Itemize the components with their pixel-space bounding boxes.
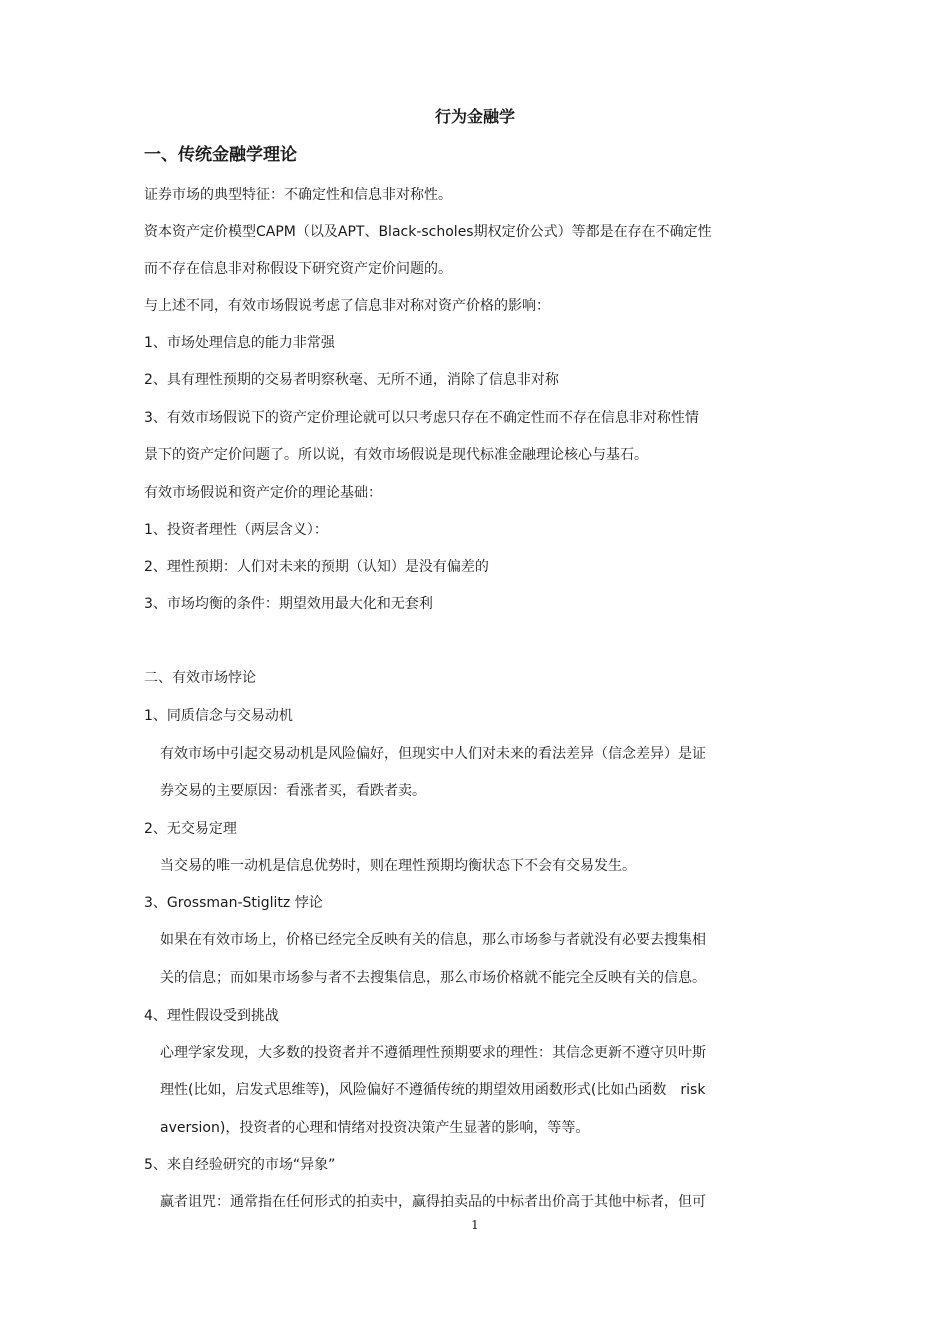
subheading: 4、理性假设受到挑战	[144, 1008, 279, 1024]
list-item: 1、市场处理信息的能力非常强	[144, 335, 335, 351]
paragraph-line: aversion)，投资者的心理和情绪对投资决策产生显著的影响，等等。	[160, 1120, 590, 1136]
document-title: 行为金融学	[434, 107, 515, 126]
page-number: 1	[471, 1218, 479, 1232]
list-item: 3、市场均衡的条件：期望效用最大化和无套利	[144, 596, 433, 612]
list-item: 1、投资者理性（两层含义）：	[144, 522, 328, 538]
paragraph-line: 而不存在信息非对称假设下研究资产定价问题的。	[144, 261, 452, 277]
paragraph-line: 有效市场中引起交易动机是风险偏好，但现实中人们对未来的看法差异（信念差异）是证	[160, 746, 706, 762]
subheading: 5、来自经验研究的市场“异象”	[144, 1157, 336, 1173]
paragraph-line: 券交易的主要原因：看涨者买，看跌者卖。	[160, 783, 426, 799]
paragraph-line: 有效市场假说和资产定价的理论基础：	[144, 485, 382, 501]
paragraph-line: 资本资产定价模型CAPM（以及APT、Black-scholes期权定价公式）等都是在存在不确定性	[144, 224, 712, 240]
subheading: 1、同质信念与交易动机	[144, 708, 293, 724]
paragraph-line: 如果在有效市场上，价格已经完全反映有关的信息，那么市场参与者就没有必要去搜集相	[160, 932, 706, 948]
paragraph-line: 当交易的唯一动机是信息优势时，则在理性预期均衡状态下不会有交易发生。	[160, 858, 636, 874]
paragraph-line: 景下的资产定价问题了。所以说，有效市场假说是现代标准金融理论核心与基石。	[144, 447, 648, 463]
list-item: 2、理性预期：人们对未来的预期（认知）是没有偏差的	[144, 559, 489, 575]
section-heading-2: 二、有效市场悖论	[144, 670, 256, 686]
paragraph-line: 证券市场的典型特征：不确定性和信息非对称性。	[144, 187, 452, 203]
list-item: 3、有效市场假说下的资产定价理论就可以只考虑只存在不确定性而不存在信息非对称性情	[144, 410, 699, 426]
subheading: 3、Grossman-Stiglitz 悖论	[144, 895, 323, 911]
list-item: 2、具有理性预期的交易者明察秋毫、无所不通，消除了信息非对称	[144, 372, 559, 388]
paragraph-line: 理性(比如，启发式思维等)，风险偏好不遵循传统的期望效用函数形式(比如凸函数 risk	[160, 1082, 706, 1098]
paragraph-line: 赢者诅咒：通常指在任何形式的拍卖中，赢得拍卖品的中标者出价高于其他中标者，但可	[160, 1194, 706, 1210]
section-heading-1: 一、传统金融学理论	[144, 145, 297, 165]
paragraph-line: 关的信息；而如果市场参与者不去搜集信息，那么市场价格就不能完全反映有关的信息。	[160, 970, 706, 986]
paragraph-line: 心理学家发现，大多数的投资者并不遵循理性预期要求的理性：其信念更新不遵守贝叶斯	[160, 1045, 706, 1061]
subheading: 2、无交易定理	[144, 821, 237, 837]
paragraph-line: 与上述不同，有效市场假说考虑了信息非对称对资产价格的影响：	[144, 298, 550, 314]
